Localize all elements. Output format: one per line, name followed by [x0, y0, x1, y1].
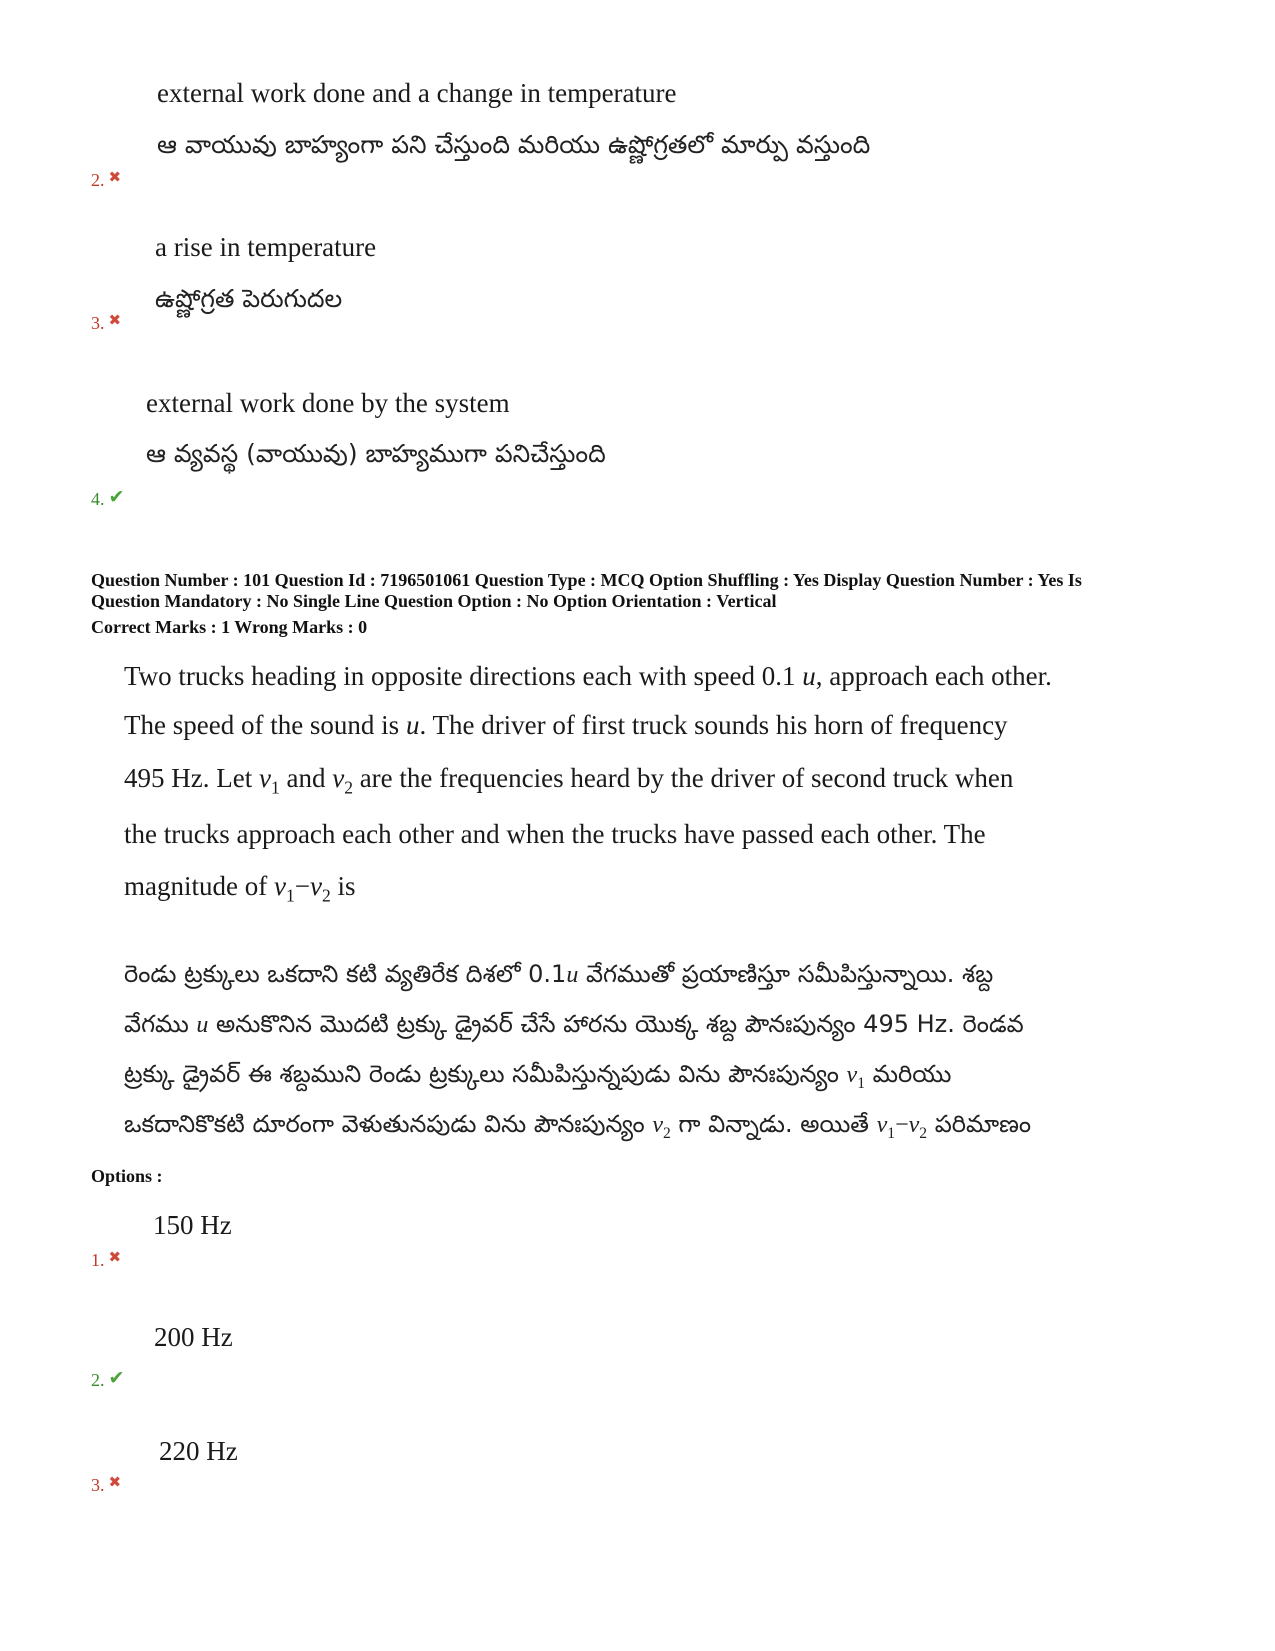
option-3-text: 220 Hz	[159, 1436, 238, 1466]
option-number-label: 3.	[91, 1475, 105, 1495]
question-meta-line-3: Correct Marks : 1 Wrong Marks : 0	[91, 617, 368, 637]
question-meta-line-1: Question Number : 101 Question Id : 7196501061 Question Type : MCQ Option Shuffling : Yes Display Question Number : Yes Is	[91, 570, 1082, 590]
question-en-line-3: 495 Hz. Let $\nu_1$ and $\nu_2$ are the frequencies heard by the driver of second truck when	[124, 763, 1014, 798]
prev-option-4-text: external work done by the system	[146, 388, 510, 418]
option-2-text: 200 Hz	[154, 1322, 233, 1352]
option-1-number	[91, 1247, 122, 1271]
option-3-number	[91, 1472, 122, 1496]
option-2-number	[91, 1369, 124, 1391]
check-icon: ✔	[108, 486, 125, 508]
prev-option-2-text: external work done and a change in temperature	[157, 78, 677, 108]
question-en-line-1: Two trucks heading in opposite directions each with speed 0.1 u, approach each other.	[124, 661, 1052, 691]
question-meta-line-2: Question Mandatory : No Single Line Question Option : No Option Orientation : Vertical	[91, 591, 777, 611]
cross-icon: ✖	[108, 1247, 122, 1266]
option-number-label: 2.	[91, 1369, 105, 1390]
cross-icon: ✖	[108, 167, 122, 186]
option-number-label: 3.	[91, 313, 105, 333]
question-te-line-4: ఒకదానికొకటి దూరంగా వెళుతునపుడు విను పౌనఃపున్యం $\nu_2$ గా విన్నాడు. అయితే $\nu_1-\nu_2$ పరిమాణం	[124, 1110, 1032, 1142]
prev-option-3-telugu: ఉష్ణోగ్రత పెరుగుదల	[155, 284, 343, 313]
option-number-label: 2.	[91, 170, 105, 190]
cross-icon: ✖	[108, 310, 122, 329]
option-number-label: 1.	[91, 1250, 105, 1270]
question-en-line-5: magnitude of $\nu_1-\nu_2$ is	[124, 871, 356, 906]
prev-option-4-telugu: ఆ వ్యవస్థ (వాయువు) బాహ్యముగా పనిచేస్తుంది	[146, 439, 606, 468]
question-te-line-3: ట్రక్కు డ్రైవర్ ఈ శబ్దముని రెండు ట్రక్కులు సమీపిస్తున్నపుడు విను పౌనఃపున్యం $\nu_1$ మరియు	[124, 1060, 952, 1092]
option-number-label: 4.	[91, 488, 105, 509]
question-te-line-2: వేగము u అనుకొనిన మొదటి ట్రక్కు డ్రైవర్ చేసే హారను యొక్క శబ్ద పౌనఃపున్యం 495 Hz. రెండవ	[124, 1010, 1024, 1038]
question-en-line-4: the trucks approach each other and when the trucks have passed each other. The	[124, 819, 986, 849]
prev-option-4-number	[91, 488, 124, 510]
prev-option-2-telugu: ఆ వాయువు బాహ్యంగా పని చేస్తుంది మరియు ఉష్ణోగ్రతలో మార్పు వస్తుంది	[157, 130, 871, 159]
check-icon: ✔	[108, 1367, 125, 1389]
options-label: Options :	[91, 1166, 163, 1186]
question-te-line-1: రెండు ట్రక్కులు ఒకదాని కటి వ్యతిరేక దిశలో 0.1u వేగముతో ప్రయాణిస్తూ సమీపిస్తున్నాయి. శబ్ద	[124, 960, 994, 988]
cross-icon: ✖	[108, 1472, 122, 1491]
prev-option-3-number	[91, 310, 122, 334]
prev-option-3-text: a rise in temperature	[155, 232, 377, 262]
question-en-line-2: The speed of the sound is u. The driver of first truck sounds his horn of frequency	[124, 710, 1008, 740]
option-1-text: 150 Hz	[153, 1210, 232, 1240]
prev-option-2-number	[91, 167, 122, 191]
